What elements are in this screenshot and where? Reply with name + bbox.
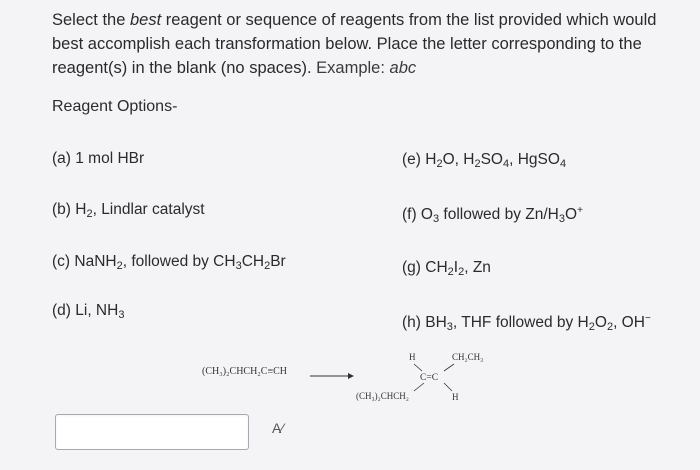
product-isobutyl-group: (CH₃)₂CHCH₂	[356, 391, 409, 401]
reagent-options-heading: Reagent Options-	[52, 98, 178, 115]
instructions-text-2: reagent or sequence of reagents from the list provided which would best accomplish each transformation below. Place the letter corresponding to the reagent(s) in the blank (no spaces).	[52, 11, 657, 77]
instructions-emphasis: best	[129, 11, 162, 29]
reagent-option-h: (h) $BH_3$, THF followed by $H_2O_2$, OH−	[402, 313, 651, 333]
reagent-option-b: (b) $H_2$, Lindlar catalyst	[52, 201, 205, 220]
product-double-bond: C=C	[420, 373, 439, 383]
reagent-option-c: (c) NaNH$_2$, followed by $CH_3CH_2Br$	[52, 253, 286, 272]
example-label: Example: abc	[316, 59, 417, 77]
example-value: abc	[389, 59, 417, 77]
reagent-option-g: (g) $CH_2I_2$, Zn	[402, 259, 491, 278]
spellcheck-icon[interactable]: A⁄	[272, 420, 284, 436]
reagent-option-a: (a) 1 mol HBr	[52, 150, 145, 167]
reagent-option-e: (e) $H_2O$, $H_2SO_4$, HgSO$_4$	[402, 151, 567, 170]
reaction-arrow	[310, 373, 354, 379]
product-ethyl-group: CH₂CH₃	[452, 352, 484, 362]
reagent-option-f: (f) $O_3$ followed by $Zn/H_3O^+$	[402, 205, 583, 225]
question-instructions	[52, 8, 682, 80]
reagent-option-d: (d) Li, $NH_3$	[52, 302, 125, 321]
instructions-text-1: Select the	[52, 11, 130, 29]
product-h-top: H	[409, 352, 416, 362]
reaction-scheme	[190, 340, 550, 410]
product-h-bottom: H	[452, 392, 459, 402]
answer-input[interactable]	[55, 414, 249, 450]
reactant-formula: (CH₃)₂CHCH₂C≡CH	[202, 366, 287, 377]
